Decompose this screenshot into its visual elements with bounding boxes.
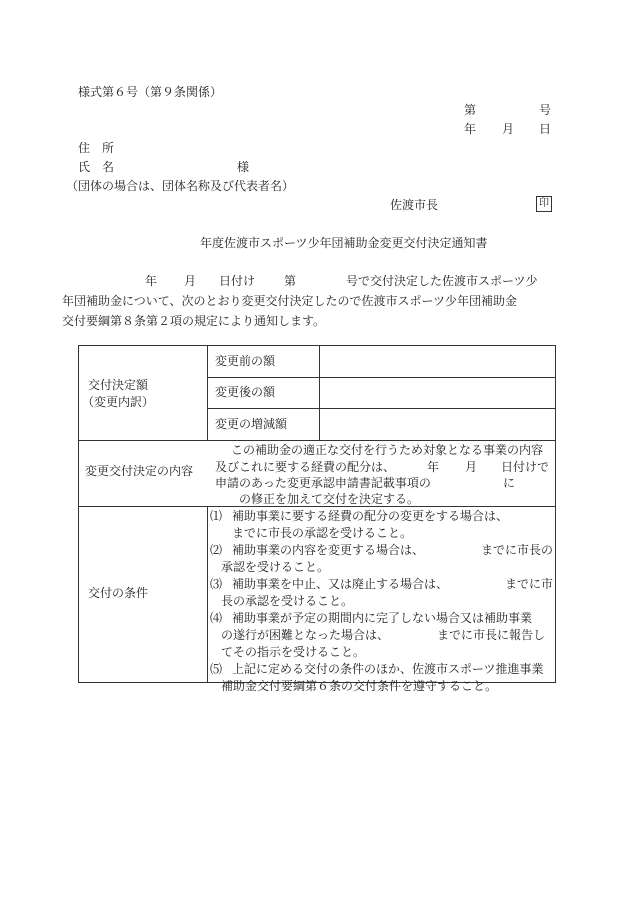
condition-1-line1: 補助事業に要する経費の配分の変更をする場合は、	[232, 509, 509, 523]
body-date: 日付け	[219, 274, 256, 288]
document-number-prefix: 第	[464, 103, 477, 117]
condition-1-line2: までに市長の承認を受けること。	[232, 526, 413, 540]
content-line3a: 申請のあった変更承認申請書記載事項の	[215, 476, 431, 490]
content-label: 変更交付決定の内容	[85, 464, 194, 478]
body-line2: 年団補助金について、次のとおり変更交付決定したので佐渡市スポーツ少年団補助金	[62, 294, 518, 308]
content-line1: この補助金の適正な交付を行うため対象となる事業の内容	[231, 443, 544, 457]
amount-sublabel: （変更内訳）	[82, 395, 155, 409]
condition-5-line2: 補助金交付要綱第６条の交付条件を遵守すること。	[221, 679, 498, 693]
content-line3b: に	[503, 476, 516, 490]
seal-icon: 印	[536, 196, 552, 212]
body-line1-rest: 号で交付決定した佐渡市スポーツ少	[346, 274, 538, 288]
body-month: 月	[184, 274, 197, 288]
body-line3: 交付要綱第８条第２項の規定により通知します。	[62, 314, 326, 328]
body-no: 第	[284, 274, 297, 288]
condition-4-line2a: の遂行が困難となった場合は、	[221, 628, 390, 642]
condition-4-line1: 補助事業が予定の期間内に完了しない場合又は補助事業	[232, 611, 533, 625]
issuer: 佐渡市長	[390, 198, 439, 212]
document-number-suffix: 号	[539, 103, 552, 117]
condition-4-number: ⑷	[210, 611, 223, 625]
date-year: 年	[464, 122, 477, 136]
condition-5-number: ⑸	[210, 662, 223, 676]
condition-4-line3: てその指示を受けること。	[221, 645, 366, 659]
notice-body	[62, 271, 556, 331]
diff-amount-label: 変更の増減額	[215, 417, 288, 431]
condition-2-line1a: 補助事業の内容を変更する場合は、	[232, 543, 425, 557]
condition-3-line1b: までに市	[505, 577, 554, 591]
content-line2c: 月	[465, 460, 478, 474]
content-line4: の修正を加えて交付を決定する。	[239, 492, 420, 506]
condition-3-number: ⑶	[210, 577, 223, 591]
condition-2-line2: 承認を受けること。	[221, 560, 330, 574]
condition-3-line1a: 補助事業を中止、又は廃止する場合は、	[232, 577, 449, 591]
condition-5-line1: 上記に定める交付の条件のほか、佐渡市スポーツ推進事業	[232, 662, 544, 676]
before-amount-label: 変更前の額	[215, 354, 276, 368]
date-day: 日	[539, 122, 552, 136]
after-amount-label: 変更後の額	[215, 385, 276, 399]
form-number: 様式第６号（第９条関係）	[78, 85, 223, 99]
honorific: 様	[237, 160, 250, 174]
condition-4-line2b: までに市長に報告し	[437, 628, 546, 642]
content-line2a: 及びこれに要する経費の配分は、	[215, 460, 396, 474]
conditions-label: 交付の条件	[88, 586, 149, 600]
condition-3-line2: 長の承認を受けること。	[221, 594, 354, 608]
amount-label: 交付決定額	[88, 378, 149, 392]
name-label: 氏 名	[78, 160, 115, 174]
date-month: 月	[502, 122, 515, 136]
content-line2b: 年	[427, 460, 440, 474]
condition-1-number: ⑴	[210, 509, 223, 523]
document-title: 年度佐渡市スポーツ少年団補助金変更交付決定通知書	[200, 236, 488, 250]
decision-table	[78, 345, 556, 693]
condition-2-line1b: までに市長の	[481, 543, 554, 557]
body-year: 年	[145, 274, 158, 288]
group-note: （団体の場合は、団体名称及び代表者名）	[66, 179, 295, 193]
address-label: 住 所	[78, 141, 115, 155]
condition-2-number: ⑵	[210, 543, 223, 557]
content-line2d: 日付けで	[501, 460, 550, 474]
